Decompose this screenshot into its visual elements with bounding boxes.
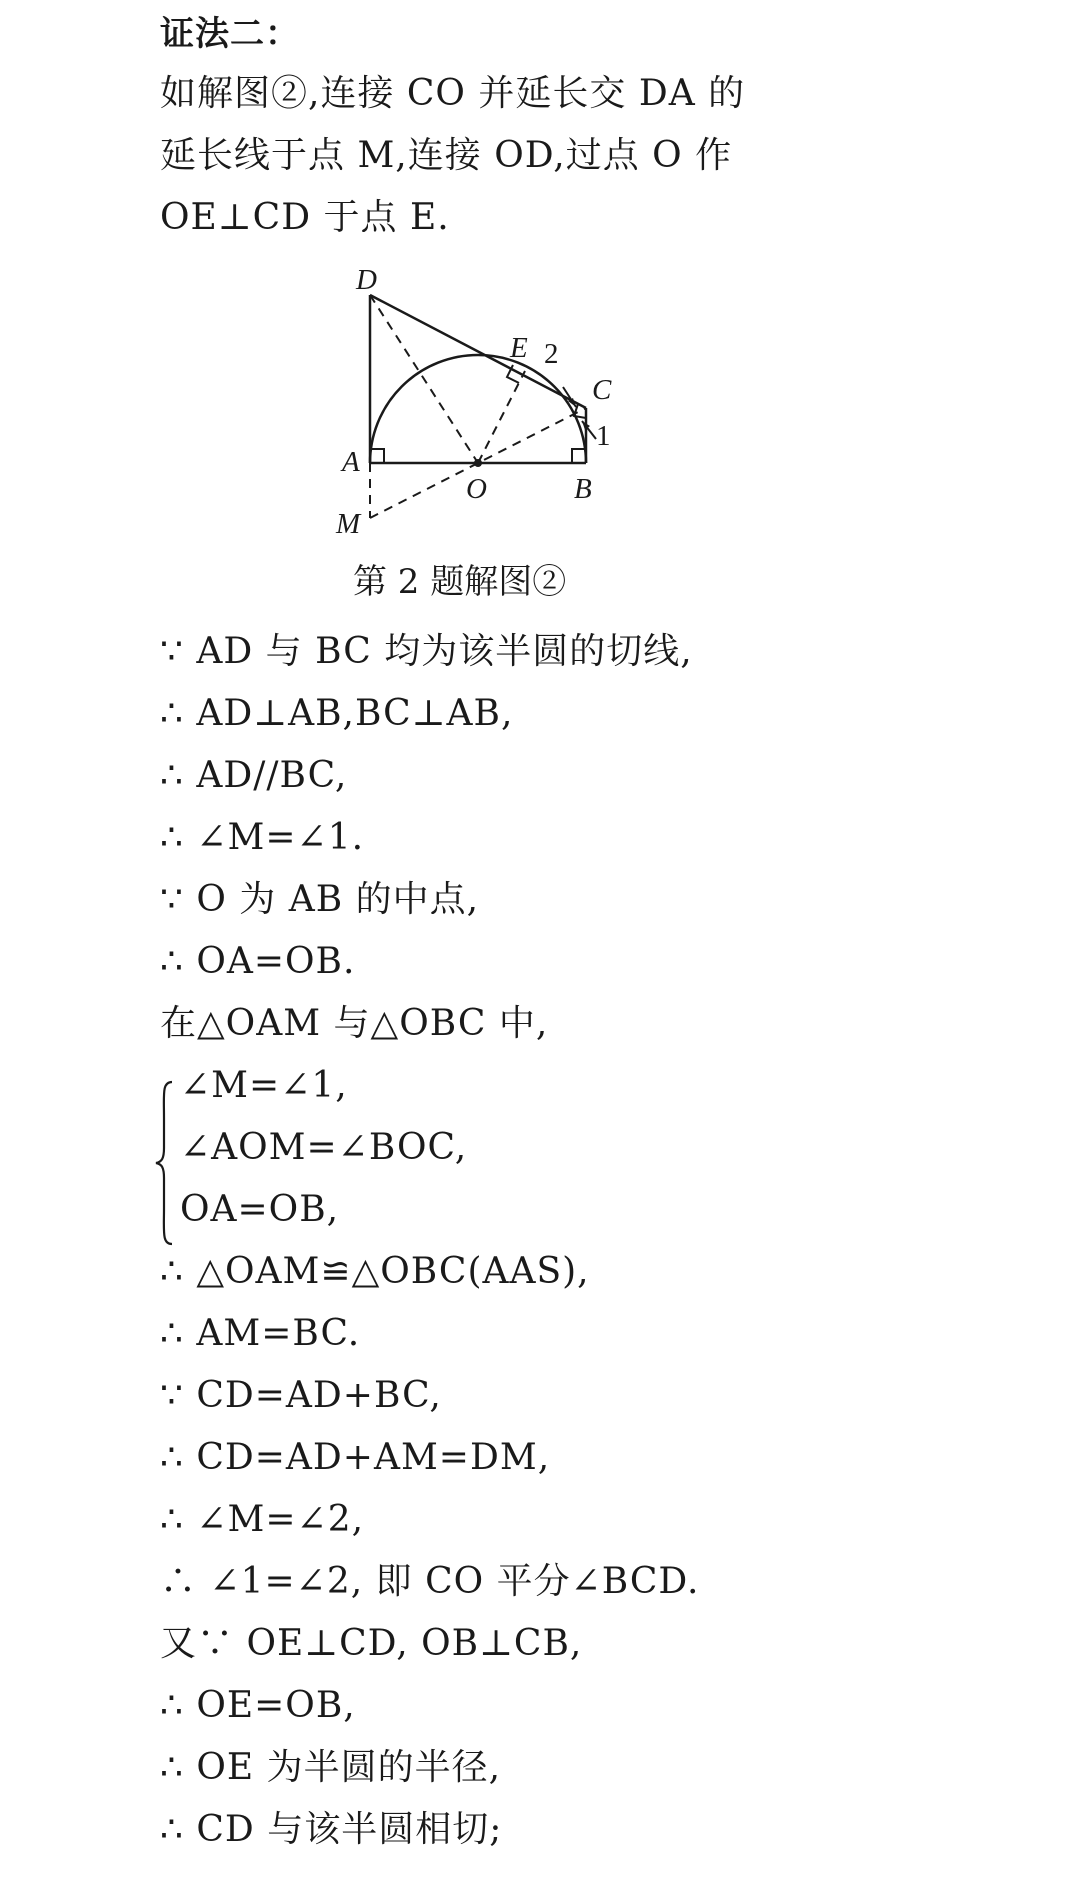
- proof-line: ∴ ∠M=∠1.: [160, 817, 365, 858]
- proof-line: ∵ CD=AD+BC,: [160, 1375, 442, 1416]
- dashed-OD: [370, 295, 478, 463]
- geometry-figure: [330, 255, 650, 555]
- system-line: OA=OB,: [180, 1189, 340, 1230]
- proof-line: ∴ AD⊥AB,BC⊥AB,: [160, 693, 514, 734]
- proof-line: ∴ OA=OB.: [160, 941, 356, 982]
- point-O: [474, 459, 482, 467]
- proof-line: ∵ O 为 AB 的中点,: [160, 879, 480, 920]
- proof-line: ∴ ∠M=∠2,: [160, 1499, 365, 1540]
- proof-line: ∴ CD 与该半圆相切;: [160, 1809, 503, 1850]
- label-D: D: [356, 264, 377, 296]
- label-M: M: [336, 508, 361, 540]
- proof-heading: 证法二：: [160, 14, 300, 54]
- system-line: ∠M=∠1,: [180, 1065, 348, 1106]
- proof-line: 在△OAM 与△OBC 中,: [160, 1003, 549, 1044]
- proof-line: 又∵ OE⊥CD, OB⊥CB,: [160, 1623, 583, 1664]
- label-E: E: [510, 332, 528, 364]
- label-B: B: [574, 473, 592, 505]
- right-angle-B: [572, 449, 586, 463]
- proof-line: ∴ CD=AD+AM=DM,: [160, 1437, 551, 1478]
- label-angle-1: 1: [596, 420, 611, 452]
- intro-line: OE⊥CD 于点 E.: [160, 197, 450, 238]
- label-angle-2: 2: [544, 338, 559, 370]
- intro-line: 如解图②,连接 CO 并延长交 DA 的: [160, 73, 746, 114]
- semicircle-arc: [370, 355, 586, 463]
- proof-line: ∴ △OAM≌△OBC(AAS),: [160, 1251, 590, 1292]
- system-line: ∠AOM=∠BOC,: [180, 1127, 468, 1168]
- dashed-OE: [478, 371, 525, 463]
- label-O: O: [466, 473, 487, 505]
- intro-line: 延长线于点 M,连接 OD,过点 O 作: [160, 135, 733, 176]
- right-angle-A: [370, 449, 384, 463]
- figure-caption: 第 2 题解图②: [353, 562, 567, 602]
- proof-line: ∵ AD 与 BC 均为该半圆的切线,: [160, 631, 693, 672]
- proof-line: ∴ AD//BC,: [160, 755, 348, 796]
- system-brace: [154, 1078, 176, 1248]
- proof-line: ∴ ∠1=∠2, 即 CO 平分∠BCD.: [160, 1561, 700, 1602]
- proof-line: ∴ OE=OB,: [160, 1685, 356, 1726]
- proof-line: ∴ OE 为半圆的半径,: [160, 1747, 502, 1788]
- proof-line: ∴ AM=BC.: [160, 1313, 361, 1354]
- label-C: C: [592, 374, 612, 406]
- label-A: A: [342, 446, 360, 478]
